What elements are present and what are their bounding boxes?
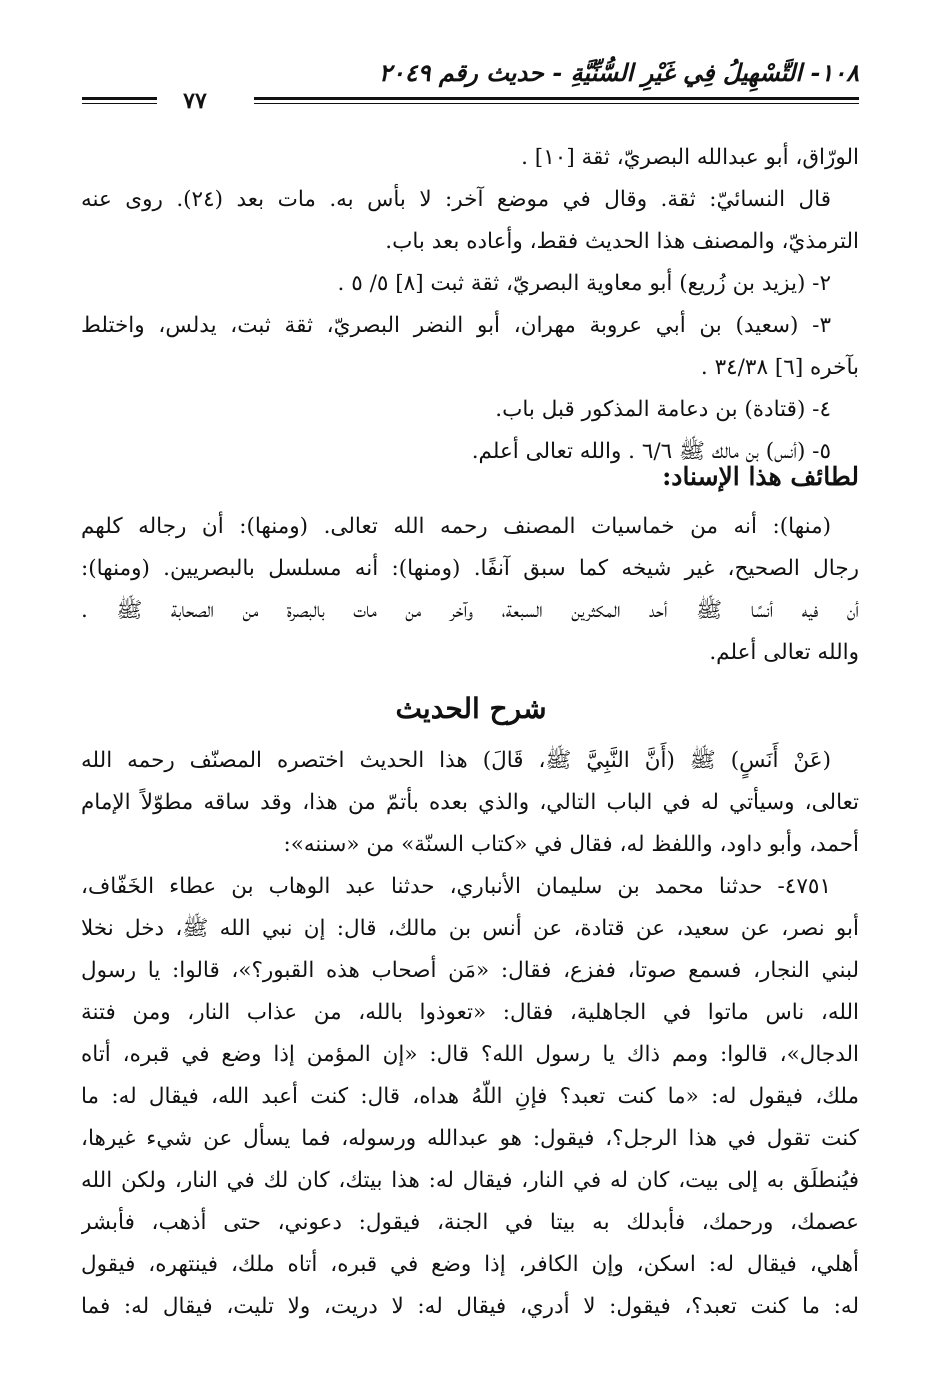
subtleties-line: والله تعالى أعلم. bbox=[709, 640, 859, 665]
commentary-line: تعالى، وسيأتي له في الباب التالي، والذي بعده بأتمّ من هذا، وقد ساقه مطوّلاً الإمام bbox=[81, 790, 859, 815]
narrator-line: الورّاق، أبو عبدالله البصريّ، ثقة [١٠] . bbox=[521, 145, 859, 170]
narrator-line: الترمذيّ، والمصنف هذا الحديث فقط، وأعاده بعد باب. bbox=[385, 229, 859, 254]
commentary-line: له: ما كنت تعبد؟، فيقول: لا أدري، فيقال له: لا دريت، ولا تليت، فيقال له: فما bbox=[81, 1294, 859, 1319]
header-rule-left bbox=[82, 97, 157, 100]
commentary-line: الدجال»، قالوا: ومم ذاك يا رسول الله؟ قال: «إن المؤمن إذا وضع في قبره، أتاه bbox=[81, 1042, 859, 1067]
commentary-line: ٤٧٥١- حدثنا محمد بن سليمان الأنباري، حدثنا عبد الوهاب بن عطاء الخَفّاف، bbox=[81, 874, 831, 899]
narrator-line: قال النسائيّ: ثقة. وقال في موضع آخر: لا بأس به. مات بعد (٢٤). روى عنه bbox=[81, 187, 831, 212]
commentary-line: (عَنْ أَنَسٍ) ﷺ (أَنَّ النَّبِيَّ ﷺ، قَالَ) هذا الحديث اختصره المصنّف رحمه الله bbox=[81, 748, 831, 773]
subtleties-line: (منها): أنه من خماسيات المصنف رحمه الله تعالى. (ومنها): أن رجاله كلهم bbox=[81, 514, 831, 539]
subtleties-block bbox=[81, 506, 859, 674]
running-header-title: ١٠٨- التَّسْهِيلُ فِي غَيْرِ السُّنِّيَّةِ - حديث رقم ٢٠٤٩ bbox=[378, 58, 859, 87]
commentary-line: أحمد، وأبو داود، واللفظ له، فقال في «كتاب السنّة» من «سننه»: bbox=[283, 832, 859, 857]
page-number: ٧٧ bbox=[183, 88, 207, 114]
commentary-line: الله، ناس ماتوا في الجاهلية، فقال: «تعوذوا بالله، من عذاب النار، ومن فتنة bbox=[81, 1000, 859, 1025]
commentary-line: فيُنطلَق به إلى بيت، كان له في النار، فيقال له: هذا بيتك، كان لك في النار، ولكن الله bbox=[81, 1168, 859, 1193]
commentary-line: كنت تقول في هذا الرجل؟، فيقول: هو عبدالله ورسوله، فما يسأل عن شيء غيرها، bbox=[81, 1126, 859, 1151]
commentary-block bbox=[81, 740, 859, 1328]
commentary-line: ملك، فيقول له: «ما كنت تعبد؟ فإنِ اللّهُ هداه، قال: كنت أعبد الله، فيقال له: ما bbox=[81, 1084, 859, 1109]
narrator-line: ٣- (سعيد) بن أبي عروبة مهران، أبو النضر البصريّ، ثقة ثبت، يدلس، واختلط bbox=[81, 313, 831, 338]
narrator-line: ٤- (قتادة) بن دعامة المذكور قبل باب. bbox=[495, 397, 831, 422]
narrator-line: ٥- (أنس) بن مالك ﷺ ٦/٦ . والله تعالى أعلم. bbox=[471, 439, 831, 464]
commentary-line: عصمك، ورحمك، فأبدلك به بيتا في الجنة، فيقول: دعوني، حتى أذهب، فأبشر bbox=[81, 1210, 859, 1235]
commentary-line: لبني النجار، فسمع صوتا، ففزع، فقال: «مَن أصحاب هذه القبور؟»، قالوا: يا رسول bbox=[81, 958, 859, 983]
commentary-line: أبو نصر، عن سعيد، عن قتادة، عن أنس بن مالك، قال: إن نبي الله ﷺ، دخل نخلا bbox=[81, 916, 859, 941]
narrator-line: بآخره [٦] ٣٤/٣٨ . bbox=[700, 355, 859, 380]
narrators-block bbox=[81, 137, 859, 473]
header-rule bbox=[254, 97, 859, 100]
commentary-line: أهلي، فيقال له: اسكن، وإن الكافر، إذا وضع في قبره، أتاه ملك، فينتهره، فيقول bbox=[81, 1252, 859, 1277]
commentary-heading: شرح الحديث bbox=[395, 692, 547, 725]
subtleties-line: أن فيه أنسًا ﷺ أحد المكثرين السبعة، وآخر من مات بالبصرة من الصحابة ﷺ . bbox=[81, 598, 859, 623]
subtleties-line: رجال الصحيح، غير شيخه كما سبق آنفًا. (ومنها): أنه مسلسل بالبصريين. (ومنها): bbox=[81, 556, 859, 581]
header-rule-thin bbox=[254, 103, 859, 104]
narrator-line: ٢- (يزيد بن زُريع) أبو معاوية البصريّ، ثقة ثبت [٨] ٥/ ٥ . bbox=[337, 271, 831, 296]
subtleties-heading: لطائف هذا الإسناد: bbox=[662, 462, 859, 491]
header-rule-left-thin bbox=[82, 103, 157, 104]
